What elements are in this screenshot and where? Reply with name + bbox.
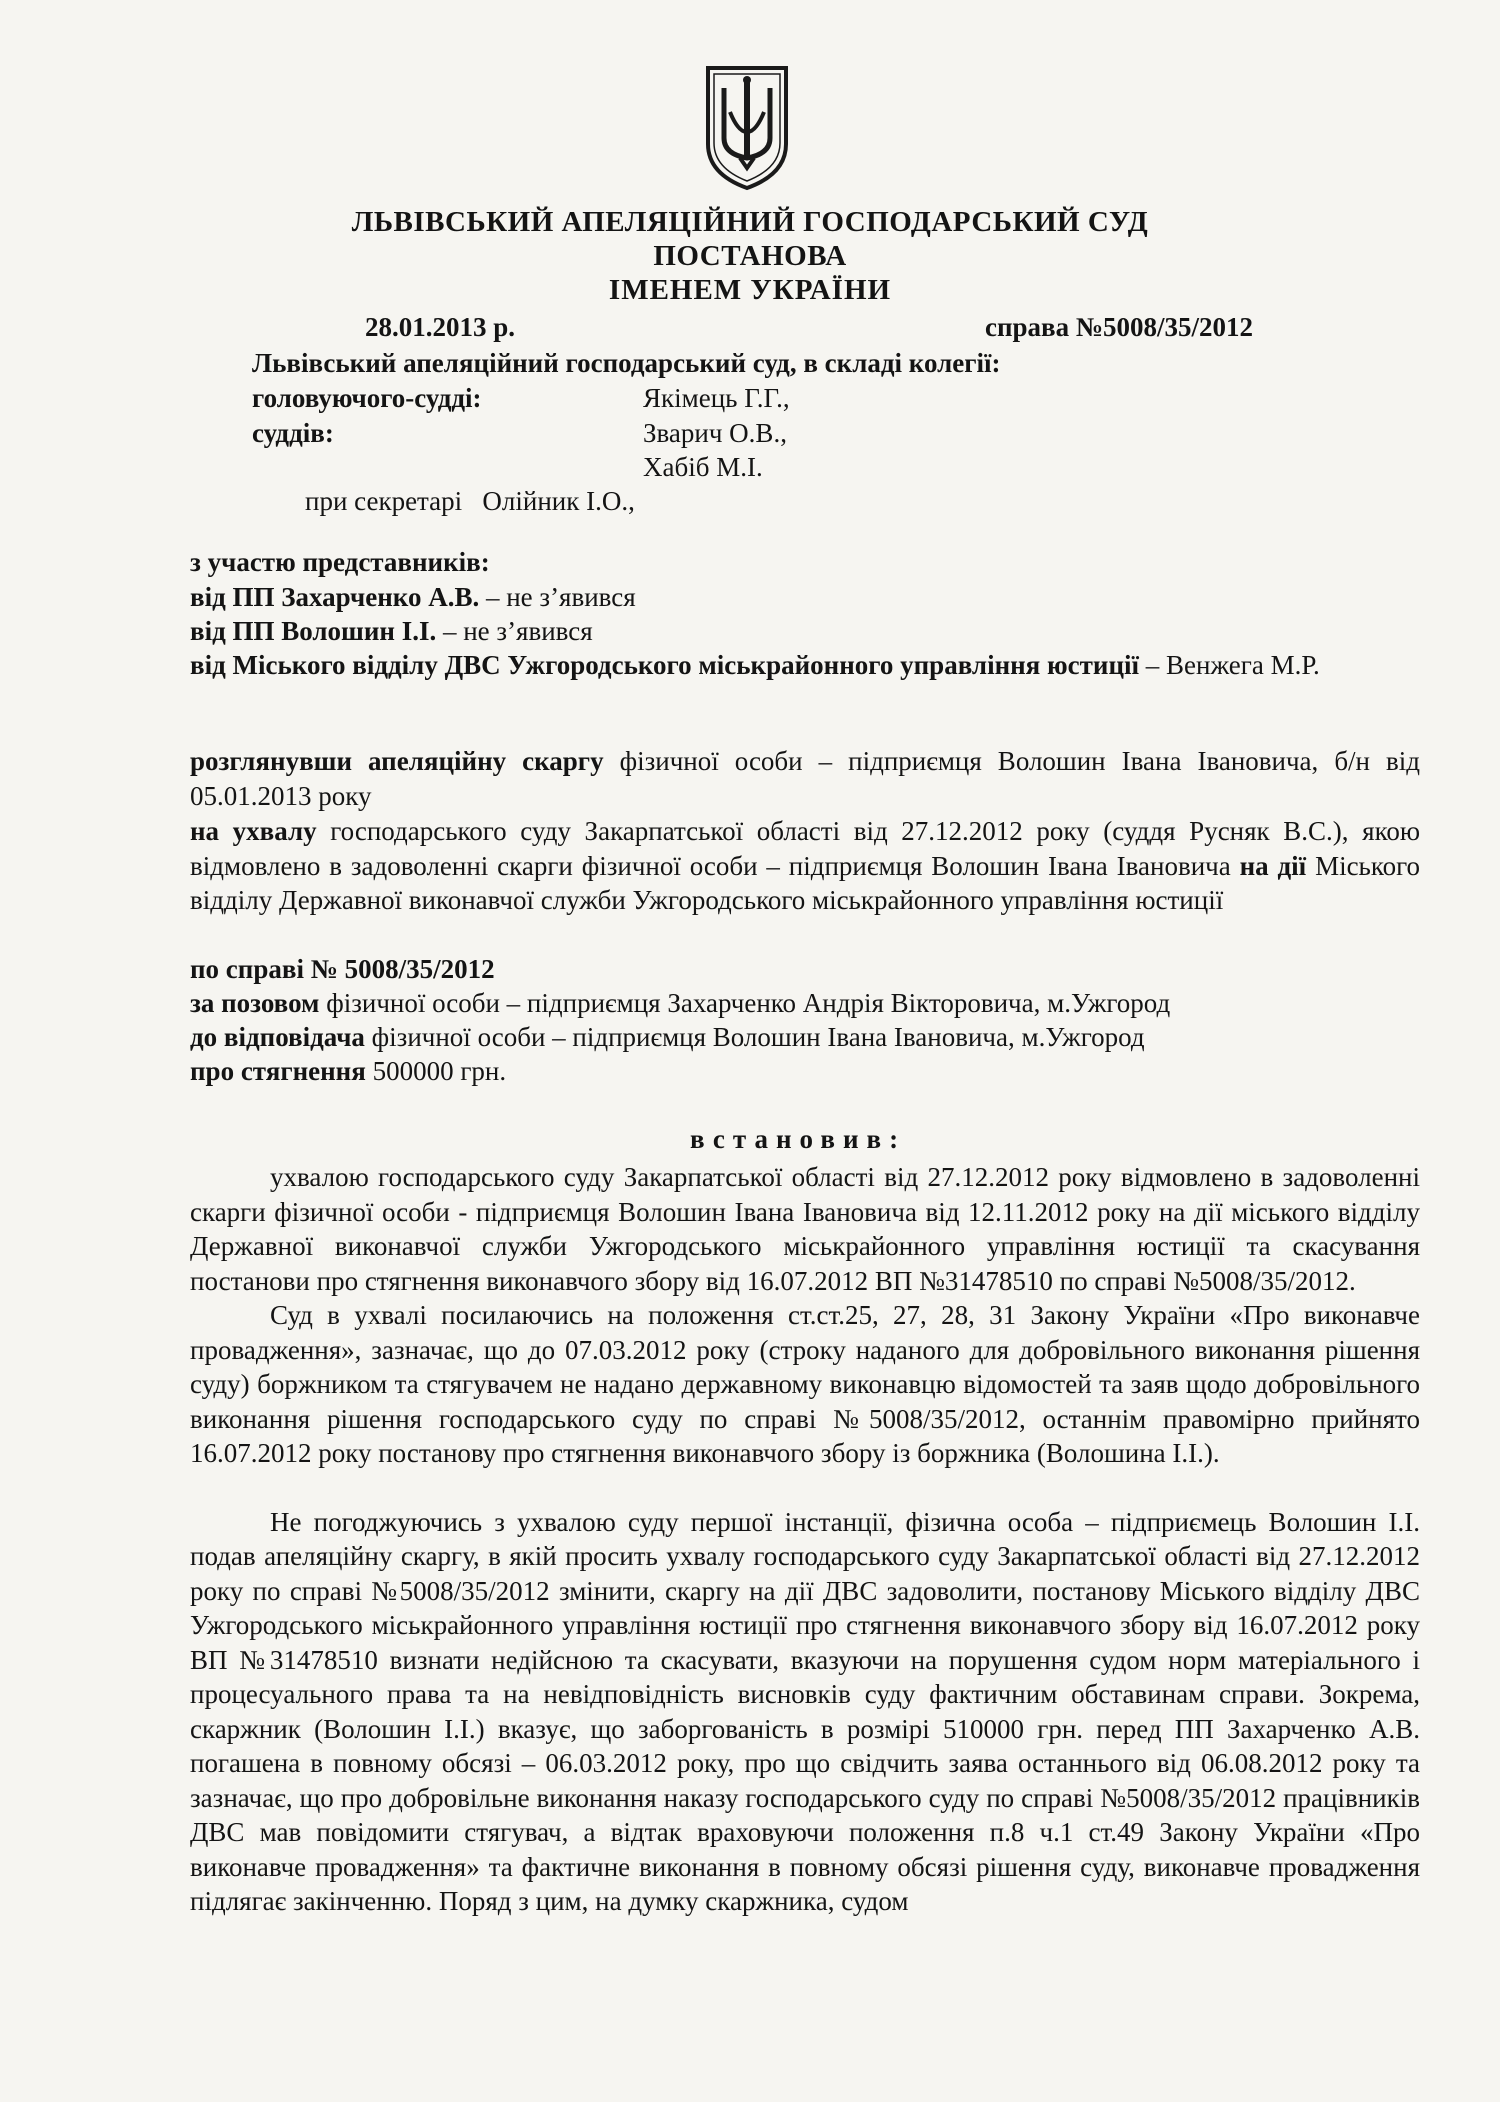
representative-3-status: – Венжега М.Р. xyxy=(1145,650,1320,680)
ruling-text: господарського суду Закарпатської області від 27.12.2012 року (суддя Русняк В.С.), якою відмовлено в задоволенні скарги фізичної особи – підприємця Волошин Івана Івановича xyxy=(190,816,1420,881)
ruling-label: на ухвалу xyxy=(190,816,317,846)
ruling-line xyxy=(190,814,1420,918)
established-body xyxy=(190,1160,1420,1919)
presiding-judge-name: Якімець Г.Г., xyxy=(643,383,790,413)
secretary-label: при секретарі xyxy=(305,486,463,516)
appeal-line xyxy=(190,744,1420,813)
recovery-line xyxy=(190,1054,506,1088)
document-type: ПОСТАНОВА xyxy=(653,240,847,272)
representative-3 xyxy=(190,648,1420,683)
representative-2-party: від ПП Волошин І.І. xyxy=(190,616,437,646)
judge-name-1: Зварич О.В., xyxy=(643,418,787,448)
coat-of-arms-emblem xyxy=(702,62,792,192)
representative-2 xyxy=(190,614,593,648)
claim-label: за позовом xyxy=(190,988,320,1018)
case-reference: по справі № 5008/35/2012 xyxy=(190,954,495,984)
established-heading: встановив: xyxy=(690,1124,907,1154)
judge-name-2: Хабіб М.І. xyxy=(643,452,763,482)
appeal-label: розглянувши апеляційну скаргу xyxy=(190,746,604,776)
judges-label: суддів: xyxy=(252,418,334,448)
secretary-line xyxy=(305,484,635,518)
representative-1 xyxy=(190,580,636,614)
in-name-of-ukraine: ІМЕНЕМ УКРАЇНИ xyxy=(608,274,892,306)
recovery-label: про стягнення xyxy=(190,1056,366,1086)
case-number: справа №5008/35/2012 xyxy=(985,312,1254,342)
panel-intro: Львівський апеляційний господарський суд, в складі колегії: xyxy=(252,348,1001,378)
representative-1-party: від ПП Захарченко А.В. xyxy=(190,582,480,612)
representative-3-party: від Міського відділу ДВС Ужгородського міськрайонного управління юстиції xyxy=(190,650,1140,680)
secretary-name: Олійник І.О., xyxy=(482,486,635,516)
participants-intro: з участю представників: xyxy=(190,547,490,577)
paragraph-2: Суд в ухвалі посилаючись на положення ст.ст.25, 27, 28, 31 Закону України «Про виконавче провадження», зазначає, що до 07.03.2012 року (строку наданого для добровільного виконання рішення суду) боржником та стягувачем не надано державному виконавцю відомостей та заяв щодо добровільного виконання рішення господарського суду по справі №5008/35/2012, останнім правомірно прийнято 16.07.2012 року постанову про стягнення виконавчого збору із боржника (Волошина І.І.). xyxy=(190,1300,1420,1468)
representative-1-status: – не з’явився xyxy=(485,582,636,612)
paragraph-1: ухвалою господарського суду Закарпатської області від 27.12.2012 року відмовлено в задоволенні скарги фізичної особи - підприємця Волошин Івана Івановича від 12.11.2012 року на дії міського відділу Державної виконавчої служби Ужгородського міськрайонного управління юстиції та скасування постанови про стягнення виконавчого збору від 16.07.2012 ВП №31478510 по справі №5008/35/2012. xyxy=(190,1162,1420,1296)
defendant-line xyxy=(190,1020,1145,1054)
recovery-amount: 500000 грн. xyxy=(372,1056,507,1086)
claim-line xyxy=(190,986,1170,1020)
presiding-judge-label: головуючого-судді: xyxy=(252,383,482,413)
defendant-text: фізичної особи – підприємця Волошин Івана Івановича, м.Ужгород xyxy=(371,1022,1145,1052)
actions-text: Міського відділу Державної виконавчої служби Ужгородського міськрайонного управління юстиції xyxy=(190,850,1421,915)
claim-text: фізичної особи – підприємця Захарченко Андрія Вікторовича, м.Ужгород xyxy=(326,988,1171,1018)
defendant-label: до відповідача xyxy=(190,1022,365,1052)
appeal-text: фізичної особи – підприємця Волошин Івана Івановича, б/н від 05.01.2013 року xyxy=(190,746,1421,811)
actions-label: на дії xyxy=(1239,850,1307,881)
paragraph-3: Не погоджуючись з ухвалою суду першої інстанції, фізична особа – підприємець Волошин І.І. подав апеляційну скаргу, в якій просить ухвалу господарського суду Закарпатської області від 27.12.2012 року по справі №5008/35/2012 змінити, скаргу на дії ДВС задоволити, постанову Міського відділу ДВС Ужгородського міськрайонного управління юстиції про стягнення виконавчого збору від 16.07.2012 року ВП №31478510 визнати недійсною та скасувати, вказуючи на порушення судом норм матеріального і процесуального права та на невідповідність висновків суду фактичним обставинам справи. Зокрема, скаржник (Волошин І.І.) вказує, що заборгованість в розмірі 510000 грн. перед ПП Захарченко А.В. погашена в повному обсязі – 06.03.2012 року, про що свідчить заява останнього від 06.08.2012 року та зазначає, що про добровільне виконання наказу господарського суду по справі №5008/35/2012 працівників ДВС мав повідомити стягувач, а відтак враховуючи положення п.8 ч.1 ст.49 Закону України «Про виконавче провадження» та фактичне виконання в повному обсязі рішення суду, виконавче провадження підлягає закінченню. Поряд з цим, на думку скаржника, судом xyxy=(190,1506,1420,1916)
court-name: ЛЬВІВСЬКИЙ АПЕЛЯЦІЙНИЙ ГОСПОДАРСЬКИЙ СУД xyxy=(351,206,1149,238)
decision-date: 28.01.2013 р. xyxy=(365,312,516,342)
representative-2-status: – не з’явився xyxy=(442,616,593,646)
